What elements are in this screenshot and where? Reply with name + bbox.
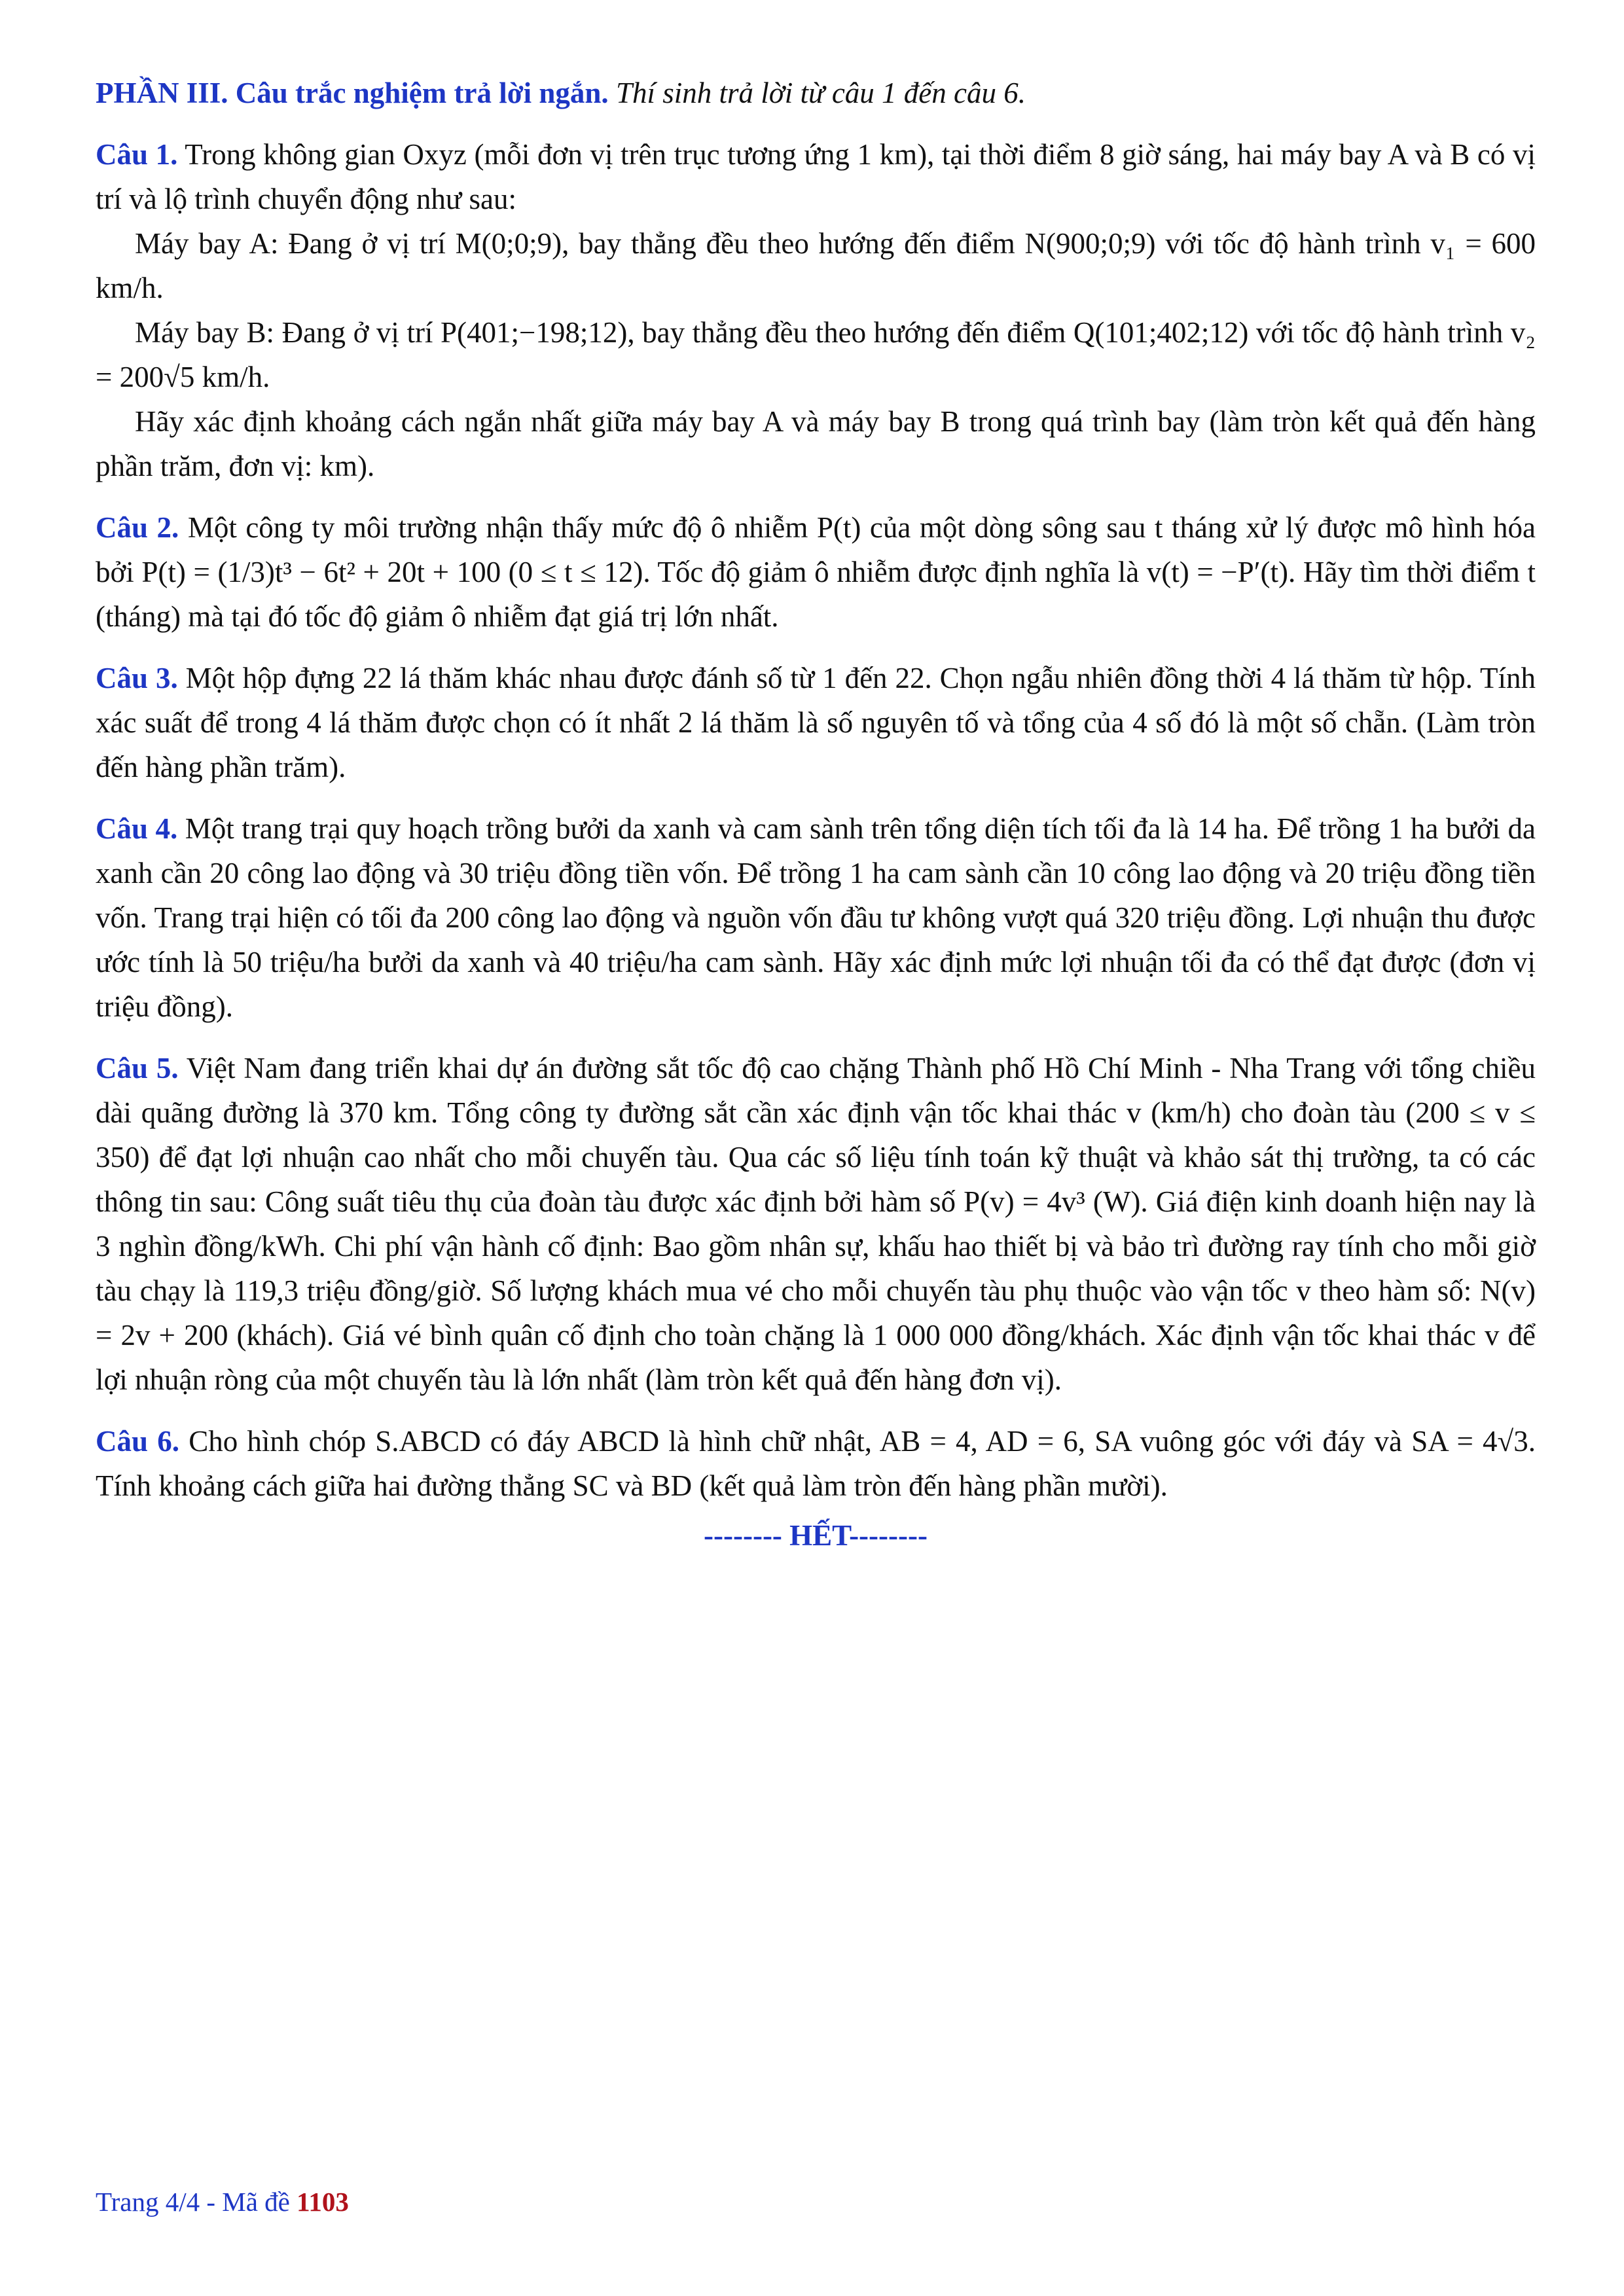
question-1-plane-a: Máy bay A: Đang ở vị trí M(0;0;9), bay thẳng đều theo hướng đến điểm N(900;0;9) với tốc độ hành trình v₁ = 600 km/h.	[96, 227, 1536, 304]
end-mark: -------- HẾT--------	[704, 1519, 928, 1552]
question-4	[96, 806, 1536, 1029]
question-4-text: Một trang trại quy hoạch trồng bưởi da xanh và cam sành trên tổng diện tích tối đa là 14 ha. Để trồng 1 ha bưởi da xanh cần 20 công lao động và 30 triệu đồng tiền vốn. Để trồng 1 ha cam sành cần 10 công lao động và 20 triệu đồng tiền vốn. Trang trại hiện có tối đa 200 công lao động và nguồn vốn đầu tư không vượt quá 320 triệu đồng. Lợi nhuận thu được ước tính là 50 triệu/ha bưởi da xanh và 40 triệu/ha cam sành. Hãy xác định mức lợi nhuận tối đa có thể đạt được (đơn vị triệu đồng).	[96, 812, 1536, 1023]
footer-page-label: Trang 4/4 - Mã đề	[96, 2187, 290, 2217]
question-4-label: Câu 4.	[96, 812, 178, 845]
question-2	[96, 505, 1536, 639]
question-3-text: Một hộp đựng 22 lá thăm khác nhau được đánh số từ 1 đến 22. Chọn ngẫu nhiên đồng thời 4 lá thăm từ hộp. Tính xác suất để trong 4 lá thăm được chọn có ít nhất 2 lá thăm là số nguyên tố và tổng của 4 số đó là một số chẵn. (Làm tròn đến hàng phần trăm).	[96, 662, 1536, 783]
footer-exam-code: 1103	[297, 2187, 349, 2217]
question-1-plane-b: Máy bay B: Đang ở vị trí P(401;−198;12), bay thẳng đều theo hướng đến điểm Q(101;402;12) với tốc độ hành trình v₂ = 200√5 km/h.	[96, 316, 1536, 393]
question-1	[96, 132, 1536, 488]
question-1-intro: Trong không gian Oxyz (mỗi đơn vị trên trục tương ứng 1 km), tại thời điểm 8 giờ sáng, hai máy bay A và B có vị trí và lộ trình chuyển động như sau:	[96, 138, 1536, 215]
question-2-text: Một công ty môi trường nhận thấy mức độ ô nhiễm P(t) của một dòng sông sau t tháng xử lý được mô hình hóa bởi P(t) = (1/3)t³ − 6t² + 20t + 100 (0 ≤ t ≤ 12). Tốc độ giảm ô nhiễm được định nghĩa là v(t) = −P′(t). Hãy tìm thời điểm t (tháng) mà tại đó tốc độ giảm ô nhiễm đạt giá trị lớn nhất.	[96, 511, 1536, 633]
section-instruction: Thí sinh trả lời từ câu 1 đến câu 6.	[615, 77, 1026, 109]
section-heading	[96, 71, 1536, 115]
exam-content	[96, 71, 1536, 1558]
question-2-label: Câu 2.	[96, 511, 179, 544]
section-title: PHẦN III. Câu trắc nghiệm trả lời ngắn.	[96, 77, 609, 109]
question-5-label: Câu 5.	[96, 1052, 179, 1085]
question-3	[96, 656, 1536, 789]
question-1-ask: Hãy xác định khoảng cách ngắn nhất giữa máy bay A và máy bay B trong quá trình bay (làm tròn kết quả đến hàng phần trăm, đơn vị: km).	[96, 405, 1536, 482]
question-6-label: Câu 6.	[96, 1425, 179, 1458]
page-footer	[96, 2186, 349, 2217]
question-5	[96, 1046, 1536, 1402]
question-3-label: Câu 3.	[96, 662, 178, 694]
question-6	[96, 1419, 1536, 1508]
question-5-text: Việt Nam đang triển khai dự án đường sắt tốc độ cao chặng Thành phố Hồ Chí Minh - Nha Trang với tổng chiều dài quãng đường là 370 km. Tổng công ty đường sắt cần xác định vận tốc khai thác v (km/h) cho đoàn tàu (200 ≤ v ≤ 350) để đạt lợi nhuận cao nhất cho mỗi chuyến tàu. Qua các số liệu tính toán kỹ thuật và khảo sát thị trường, ta có các thông tin sau: Công suất tiêu thụ của đoàn tàu được xác định bởi hàm số P(v) = 4v³ (W). Giá điện kinh doanh hiện nay là 3 nghìn đồng/kWh. Chi phí vận hành cố định: Bao gồm nhân sự, khấu hao thiết bị và bảo trì đường ray tính cho mỗi giờ tàu chạy là 119,3 triệu đồng/giờ. Số lượng khách mua vé cho mỗi chuyến tàu phụ thuộc vào vận tốc v theo hàm số: N(v) = 2v + 200 (khách). Giá vé bình quân cố định cho toàn chặng là 1 000 000 đồng/khách. Xác định vận tốc khai thác v để lợi nhuận ròng của một chuyến tàu là lớn nhất (làm tròn kết quả đến hàng đơn vị).	[96, 1052, 1536, 1396]
question-6-text: Cho hình chóp S.ABCD có đáy ABCD là hình chữ nhật, AB = 4, AD = 6, SA vuông góc với đáy và SA = 4√3. Tính khoảng cách giữa hai đường thẳng SC và BD (kết quả làm tròn đến hàng phần mười).	[96, 1425, 1536, 1502]
question-1-label: Câu 1.	[96, 138, 178, 171]
